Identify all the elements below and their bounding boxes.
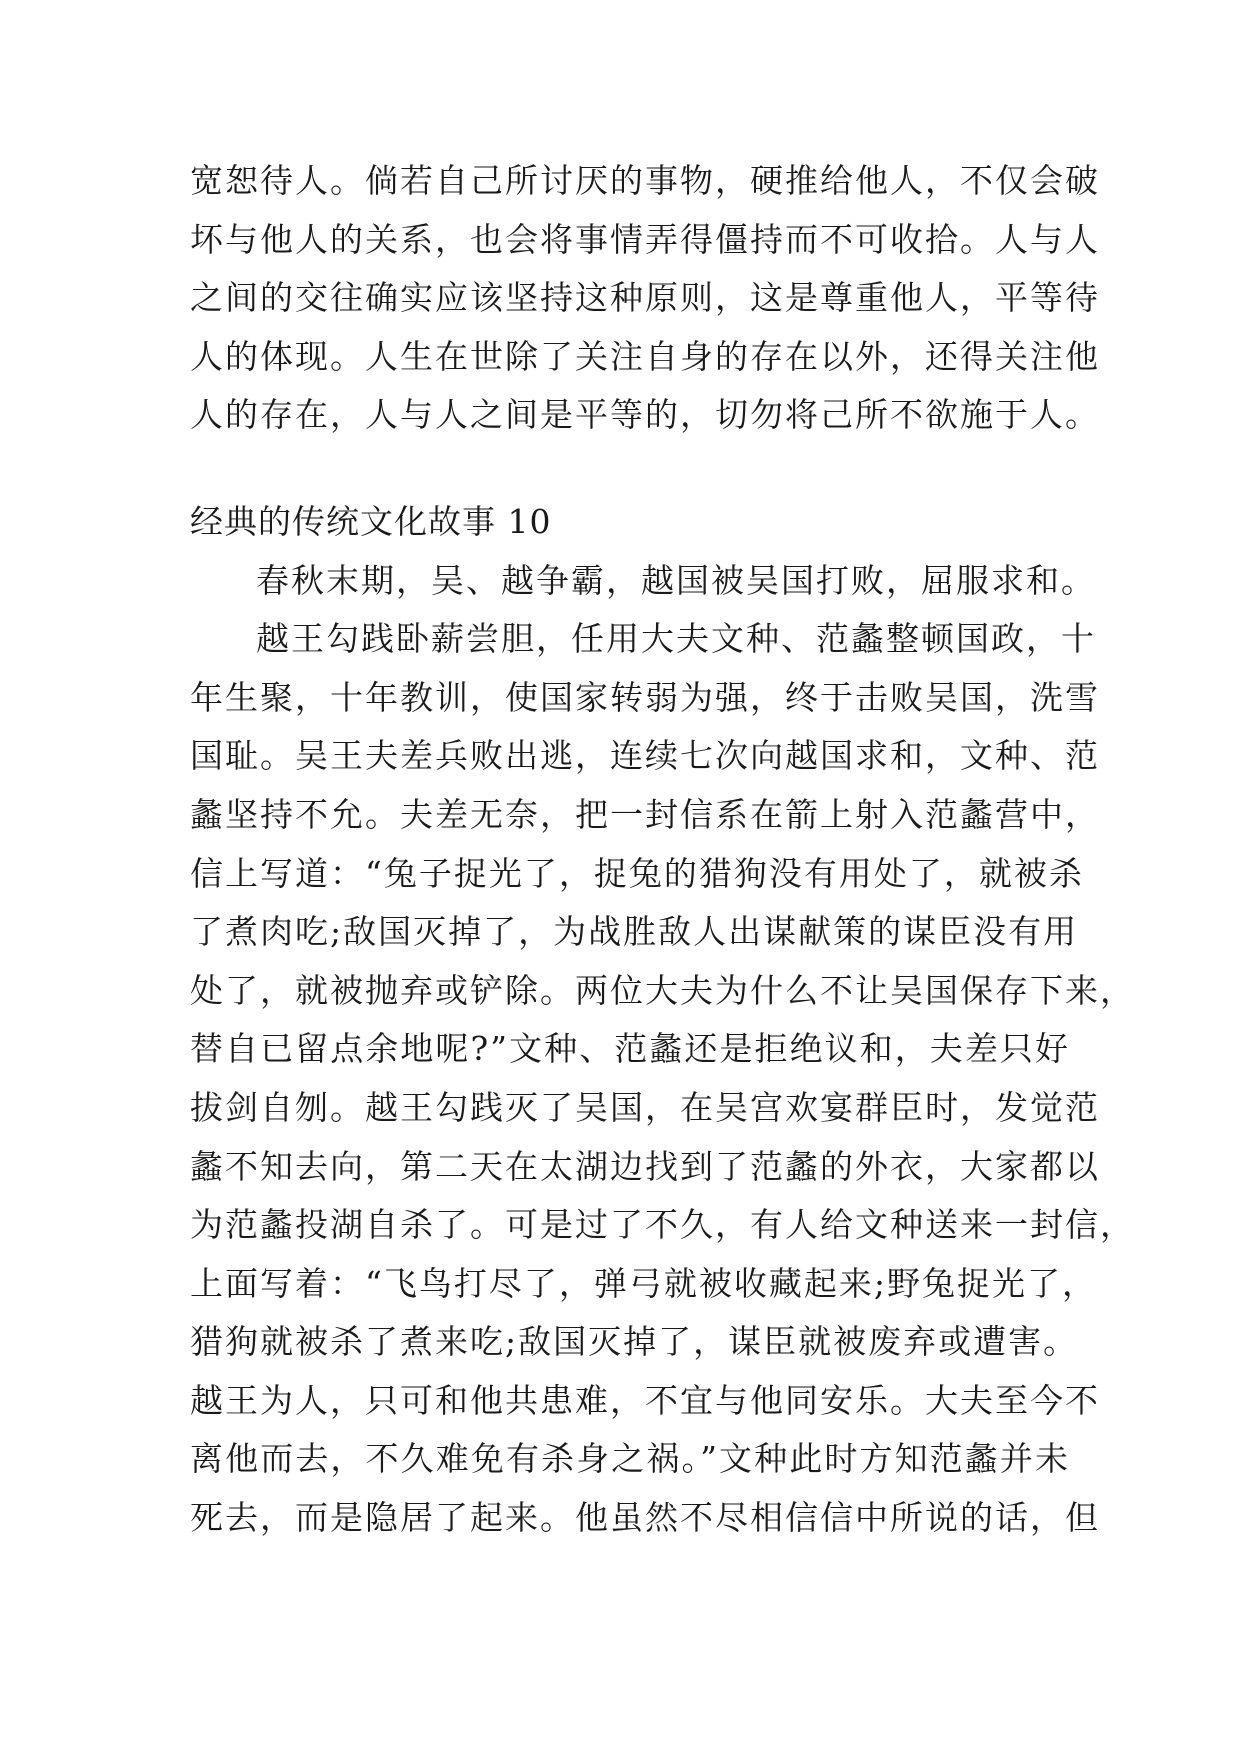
section-heading: 经典的传统文化故事 10 — [190, 501, 552, 541]
text-line: 蠡坚持不允。夫差无奈，把一封信系在箭上射入范蠡营中， — [190, 794, 1100, 834]
text-line: 信上写道：“兔子捉光了，捉兔的猎狗没有用处了，就被杀 — [190, 853, 1084, 893]
paragraph-gap — [190, 445, 1070, 493]
text-line: 人的存在，人与人之间是平等的，切勿将己所不欲施于人。 — [190, 395, 1100, 435]
text-line: 宽恕待人。倘若自己所讨厌的事物，硬推给他人，不仅会破 — [190, 161, 1100, 200]
text-line: 为范蠡投湖自杀了。可是过了不久，有人给文种送来一封信， — [190, 1205, 1135, 1245]
text-line: 越王为人，只可和他共患难，不宜与他同安乐。大夫至今不 — [190, 1380, 1100, 1420]
text-line: 蠡不知去向，第二天在太湖边找到了范蠡的外衣，大家都以 — [190, 1146, 1100, 1186]
text-line: 国耻。吴王夫差兵败出逃，连续七次向越国求和，文种、范 — [190, 736, 1100, 776]
text-line: 上面写着：“飞鸟打尽了，弹弓就被收藏起来;野兔捉光了， — [190, 1263, 1097, 1303]
text-line: 之间的交往确实应该坚持这种原则，这是尊重他人，平等待 — [190, 278, 1100, 318]
text-line: 替自已留点余地呢?”文种、范蠡还是拒绝议和，夫差只好 — [190, 1029, 1070, 1069]
text-line: 离他而去，不久难免有杀身之祸。”文种此时方知范蠡并未 — [190, 1439, 1070, 1479]
text-line: 了煮肉吃;敌国灭掉了，为战胜敌人出谋献策的谋臣没有用 — [190, 912, 1079, 952]
top-paragraph — [190, 152, 1100, 445]
text-line: 拔剑自刎。越王勾践灭了吴国，在吴宫欢宴群臣时，发觉范 — [190, 1087, 1100, 1127]
text-line: 越王勾践卧薪尝胆，任用大夫文种、范蠡整顿国政，十 — [256, 619, 1096, 659]
text-line: 年生聚，十年教训，使国家转弱为强，终于击败吴国，洗雪 — [190, 677, 1100, 717]
story-paragraph — [190, 610, 1135, 1548]
text-line: 猎狗就被杀了煮来吃;敌国灭掉了，谋臣就被废弃或遭害。 — [190, 1322, 1079, 1362]
text-column — [190, 152, 1135, 1548]
text-line: 处了，就被抛弃或铲除。两位大夫为什么不让吴国保存下来， — [190, 970, 1135, 1010]
first-paragraph: 春秋末期，吴、越争霸，越国被吴国打败，屈服求和。 — [256, 560, 1096, 600]
text-line: 坏与他人的关系，也会将事情弄得僵持而不可收拾。人与人 — [190, 219, 1100, 259]
text-line: 人的体现。人生在世除了关注自身的存在以外，还得关注他 — [190, 336, 1100, 376]
text-line: 死去，而是隐居了起来。他虽然不尽相信信中所说的话，但 — [190, 1498, 1100, 1538]
